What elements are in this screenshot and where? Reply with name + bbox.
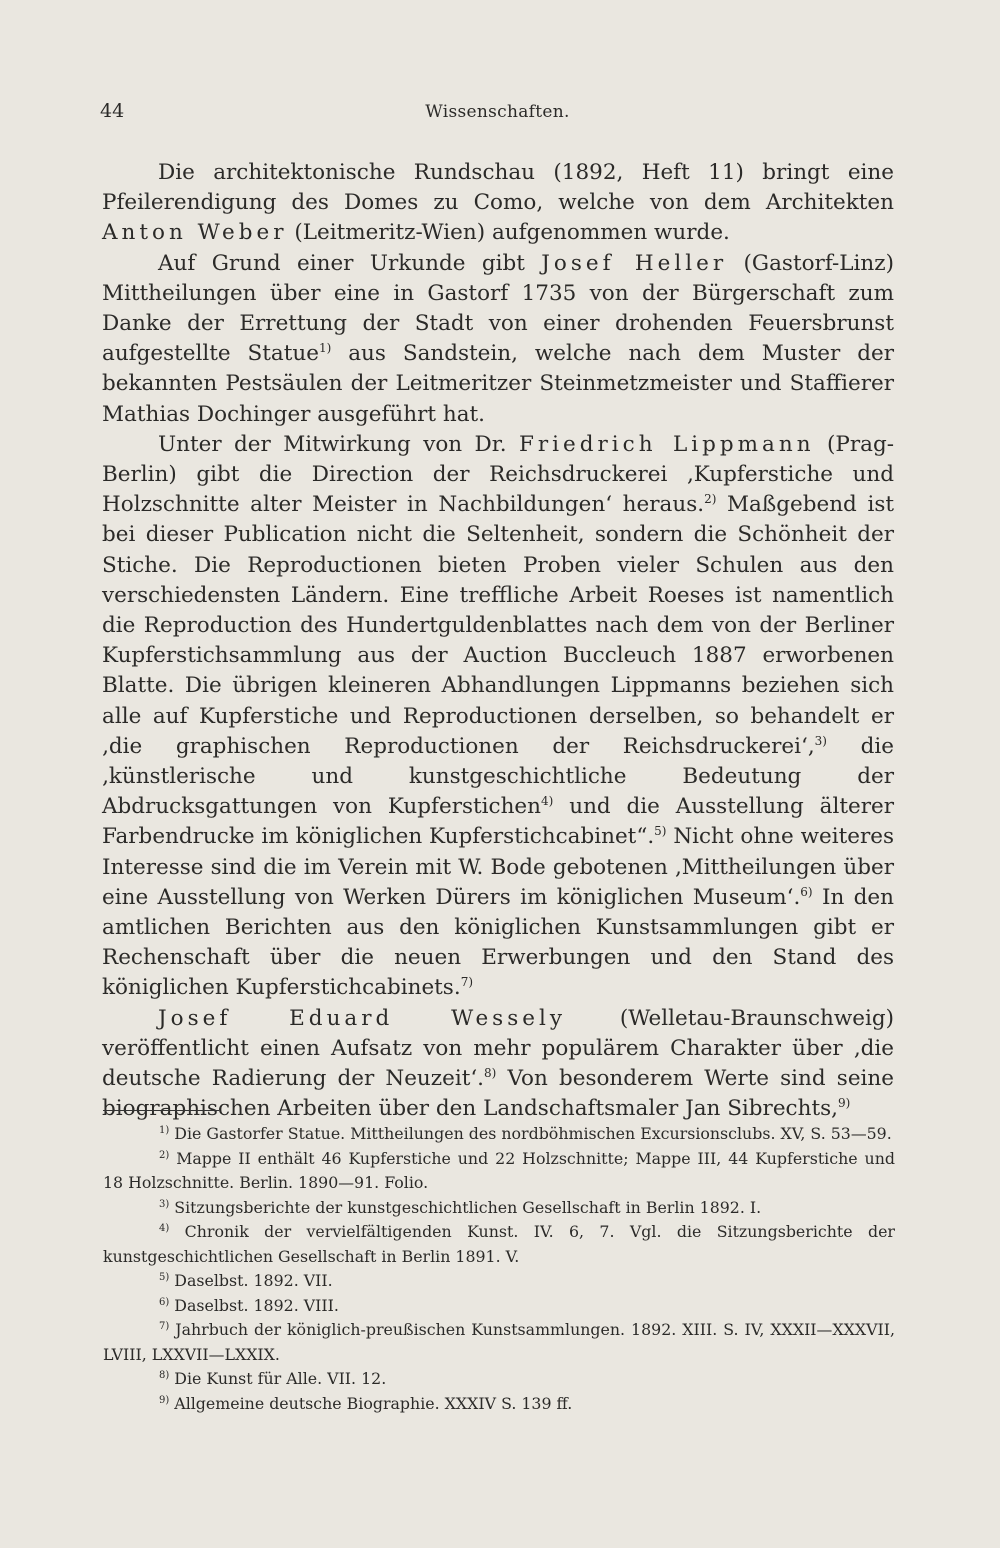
person-name: Friedrich Lippmann xyxy=(518,431,815,457)
footnote-ref: 7) xyxy=(460,975,474,990)
footnote-3: $^{3)}$ Sitzungsberichte der kunstgeschichtlichen Gesellschaft in Berlin 1892. I. xyxy=(159,1197,762,1217)
footnote-ref: 9) xyxy=(837,1096,851,1111)
footnote-ref: 1) xyxy=(318,341,332,356)
footnote-1: $^{1)}$ Die Gastorfer Statue. Mittheilungen des nordböhmischen Excursionsclubs. XV, S. 53—59. xyxy=(159,1124,892,1143)
footnote-5: $^{5)}$ Daselbst. 1892. VII. xyxy=(159,1271,333,1290)
paragraph-2: Auf Grund einer Urkunde gibt Josef Heller (Gastorf-Linz) Mittheilungen über eine in Gastorf 1735 von der Bürgerschaft zum Danke der Errettung der Stadt von einer drohenden Feuersbrunst aufgestellte Statue$^{1)}$ aus Sandstein, welche nach dem Muster der bekannten Pestsäulen der Leitmeritzer Steinmetzmeister und Staffierer Mathias Dochinger ausgeführt hat. xyxy=(102,250,894,427)
paragraph-1: Die architektonische Rundschau (1892, Heft 11) bringt eine Pfeilerendigung des Domes zu Como, welche von dem Architekten Anton Weber (Leitmeritz-Wien) aufgenommen wurde. xyxy=(102,160,894,246)
footnote-6: $^{6)}$ Daselbst. 1892. VIII. xyxy=(159,1295,339,1315)
footnote-ref: 6) xyxy=(800,884,813,899)
footnote-7: $^{7)}$ Jahrbuch der königlich-preußischen Kunstsammlungen. 1892. XIII. S. IV, XXXII—XXXVII, LVIII, LXXVII—LXXIX. xyxy=(103,1320,895,1364)
footnote-ref: 8) xyxy=(484,1066,497,1081)
paragraph-3: Unter der Mitwirkung von Dr. Friedrich Lippmann (Prag-Berlin) gibt die Direction der Reichsdruckerei ‚Kupferstiche und Holzschnitte alter Meister in Nachbildungen‘ heraus.$^{2)}$ Maßgebend ist bei dieser Publication nicht die Seltenheit, sondern die Schönheit der Stiche. Die Reproductionen bieten Proben vieler Schulen aus den verschiedensten Ländern. Eine treffliche Arbeit Roeses ist namentlich die Reproduction des Hundertguldenblattes nach dem von der Berliner Kupferstichsammlung aus der Auction Buccleuch 1887 erworbenen Blatte. Die übrigen kleineren Abhandlungen Lippmanns beziehen sich alle auf Kupferstiche und Reproductionen derselben, so behandelt er ‚die graphischen Reproductionen der Reichsdruckerei‘,$^{3)}$ die ‚künstlerische und kunstgeschichtliche Bedeutung der Abdrucksgattungen von Kupferstichen$^{4)}$ und die Ausstellung älterer Farbendrucke im königlichen Kupferstichcabinet“.$^{5)}$ Nicht ohne weiteres Interesse sind die im Verein mit W. Bode gebotenen ‚Mittheilungen über eine Ausstellung von Werken Dürers im königlichen Museum‘.$^{6)}$ In den amtlichen Berichten aus den königlichen Kunstsammlungen gibt er Rechenschaft über die neuen Erwerbungen und den Stand des königlichen Kupferstichcabinets.$^{7)}$ xyxy=(102,431,894,1001)
page-header xyxy=(100,100,895,130)
footnote-8: $^{8)}$ Die Kunst für Alle. VII. 12. xyxy=(159,1369,387,1388)
footnote-divider xyxy=(103,1110,219,1111)
main-text xyxy=(102,158,894,1125)
page-number: 44 xyxy=(100,100,125,122)
footnote-9: $^{9)}$ Allgemeine deutsche Biographie. XXXIV S. 139 ff. xyxy=(159,1393,573,1413)
footnote-4: $^{4)}$ Chronik der vervielfältigenden Kunst. IV. 6, 7. Vgl. die Sitzungsberichte der kunstgeschichtlichen Gesellschaft in Berlin 1891. V. xyxy=(103,1222,895,1266)
footnote-ref: 5) xyxy=(654,824,667,839)
footnote-ref: 4) xyxy=(541,794,554,809)
person-name: Josef Heller xyxy=(541,250,728,276)
running-title: Wissenschaften. xyxy=(425,102,570,122)
paragraph-4: Josef Eduard Wessely (Welletau-Braunschweig) veröffentlicht einen Aufsatz von mehr populärem Charakter über ‚die deutsche Radierung der Neuzeit‘.$^{8)}$ Von besonderem Werte sind seine biographischen Arbeiten über den Landschaftsmaler Jan Sibrechts,$^{9)}$ xyxy=(102,1005,894,1122)
person-name: Josef Eduard Wessely xyxy=(158,1005,566,1031)
person-name: Anton Weber xyxy=(102,220,288,246)
footnote-ref: 3) xyxy=(814,733,827,748)
footnotes xyxy=(103,1122,895,1416)
footnote-2: $^{2)}$ Mappe II enthält 46 Kupferstiche und 22 Holzschnitte; Mappe III, 44 Kupferstiche und 18 Holzschnitte. Berlin. 1890—91. Folio. xyxy=(103,1148,895,1192)
footnote-ref: 2) xyxy=(704,492,717,507)
